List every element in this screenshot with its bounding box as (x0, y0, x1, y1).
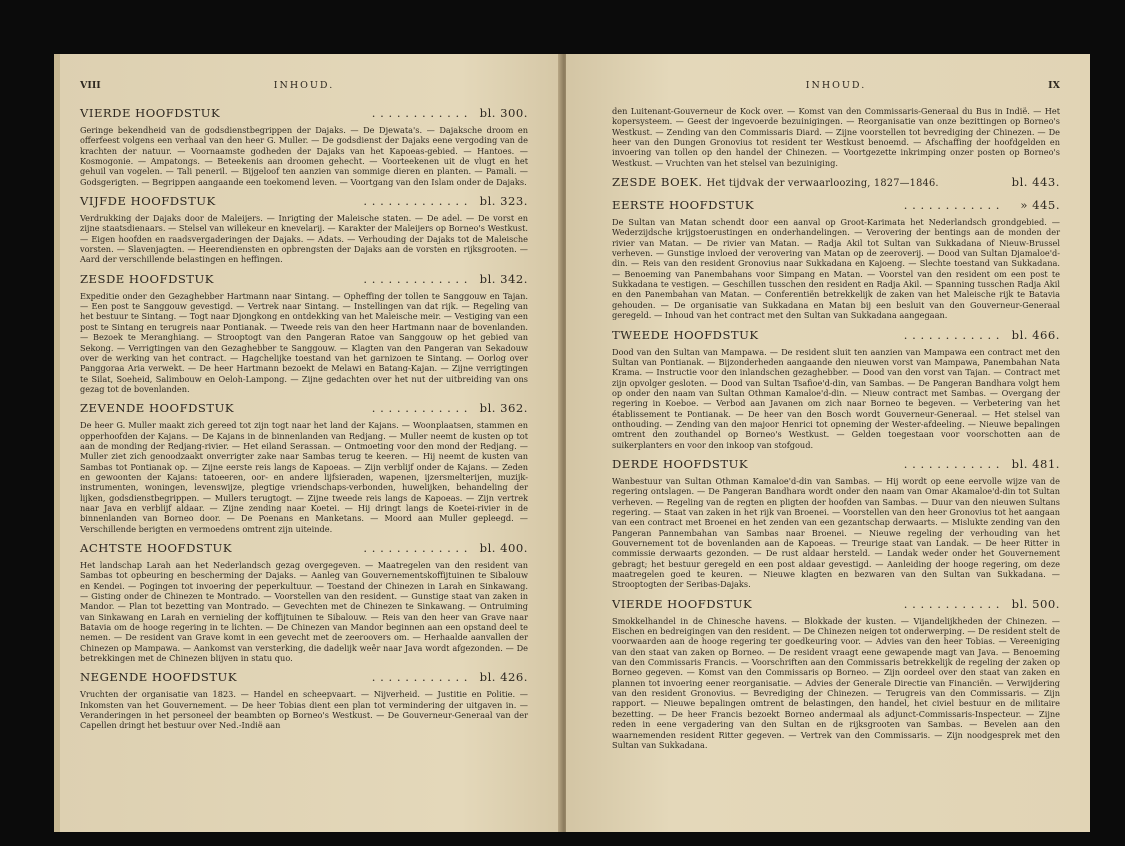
continued-summary: den Luitenant-Gouverneur de Kock over. — Komst van den Commissaris-Generaal du Bus in Indië. — Het kopersysteem. — Geest der ingevoerde bezuinigingen. — Reorganisatie van onze bezittingen op Borneo's Westkust. — Zending van den Commissaris Diard. — Zijne voorstellen tot bevrediging der Chinezen. — De heer van den Dungen Gronovius tot resident ter Westkust benoemd. — Afschaffing der hoofdgelden en invoering van tollen op den handel der Chinezen. — Voortgezette inkrimping onzer posten op Borneo's Westkust. — Vruchten van het stelsel van bezuiniging. (612, 106, 1060, 168)
chapter-page-ref: bl. 300. (479, 106, 528, 120)
chapter-page-ref: bl. 362. (479, 401, 528, 416)
chapter-page-ref: bl. 466. (1011, 327, 1060, 342)
chapter-title: ZEVENDE HOOFDSTUK (80, 401, 235, 416)
chapter-page-ref: bl. 426. (479, 670, 528, 685)
chapter-page-ref: bl. 342. (479, 271, 528, 286)
leader-dots: . . . . . . . . . . . . (371, 401, 468, 416)
chapter-heading (80, 272, 528, 288)
right-page (566, 54, 1090, 832)
chapter-title: VIERDE HOOFDSTUK (612, 596, 753, 611)
chapter-title: NEGENDE HOOFDSTUK (80, 670, 237, 685)
chapter-page-ref: bl. 323. (479, 194, 528, 209)
right-page-content (612, 80, 1060, 750)
chapter-heading (80, 541, 528, 557)
chapter-page-ref: bl. 400. (479, 541, 528, 555)
chapter-title: ZESDE HOOFDSTUK (80, 271, 214, 286)
chapter-summary: Expeditie onder den Gezaghebber Hartmann naar Sintang. — Opheffing der tollen te Sanggouw en Tajan. — Een post te Sanggouw gevestigd. — Vertrek naar Sintang. — Instellingen van dat rijk. — Regeling van het bestuur te Sintang. — Togt naar Djongkong en ontdekking van het Maleische meir. — Vestiging van een post te Sintang en terugreis naar Pontianak. — Tweede reis van den heer Hartmann naar de bovenlanden. — Bezoek te Meranghiang. — Strooptogt van den Pangeran Ratoe van Sanggouw op het gebied van Sekong. — Verrigtingen van den Gezaghebber te Sanggouw. — Klagten van den Pangeran van Sekadouw over de werking van het contract. — Hagchelijke toestand van het garnizoen te Sintang. — Oorlog over Panggoraa Aria verwekt. — De heer Hartmann bezoekt de Melawi en Batang-Kajan. — Zijne verrigtingen te Silat, Soeheid, Salimbouw en Oeloh-Lampong. — Zijne gedachten over het nut der uitbreiding van ons gezag tot de bovenlanden. (80, 290, 528, 394)
book-subtitle: Het tijdvak der verwaarloozing, 1827—1846. (706, 178, 939, 190)
leader-dots: . . . . . . . . . . . . (903, 198, 1000, 213)
chapter-summary: Verdrukking der Dajaks door de Maleijers. — Inrigting der Maleische staten. — De adel. — De vorst en zijne staatsdienaars. — Stelsel van willekeur en knevelarij. — Karakter der Maleijers op Borneo's Westkust. — Eigen hoofden en raadsvergaderingen der Dajaks. — Adats. — Verhouding der Dajaks tot de Maleische vorsten. — Slavenjagten. — Heerendiensten en opbrengsten der Dajaks aan de vorsten en rijksgrooten. — Aard der verschillende belastingen en heffingen. (80, 213, 528, 265)
left-page-content (80, 80, 528, 731)
running-title: INHOUD. (273, 80, 335, 91)
leader-dots: . . . . . . . . . . . . (903, 456, 1000, 471)
leader-dots: . . . . . . . . . . . . . (363, 271, 468, 286)
chapter-page-ref: » 445. (1020, 198, 1060, 213)
chapter-summary: Vruchten der organisatie van 1823. — Handel en scheepvaart. — Nijverheid. — Justitie en Politie. — Inkomsten van het Gouvernement. — De heer Tobias dient een plan tot vermindering der uitgaven in. — Veranderingen in het personeel der beambten op Borneo's Westkust. — De Gouverneur-Generaal van der Capellen dringt het bestuur over Ned.-Indië aan (80, 689, 528, 731)
chapter-title: VIJFDE HOOFDSTUK (80, 194, 216, 209)
chapter-summary: Dood van den Sultan van Mampawa. — De resident sluit ten aanzien van Mampawa een contract met den Sultan van Pontianak. — Bijzonderheden aangaande den nieuwen vorst van Mampawa, Panembahan Nata Krama. — Instructie voor den inlandschen gezaghebber. — Dood van den vorst van Tajan. — Contract met zijn opvolger gesloten. — Dood van Sultan Tsafioe'd-din, van Sambas. — De Pangeran Bandhara volgt hem op onder den naam van Sultan Othman Kamaloe'd-din. — Nieuw contract met Sambas. — Overgang der regering in Koeboe. — Verbod aan Javanen om zich naar Borneo te begeven. — Verbetering van het établissement te Pontianak. — De heer van den Bosch wordt Gouverneur-Generaal. — Het stelsel van onthouding. — Zending van den majoor Henrici tot opneming der Wester-afdeeling. — Nieuwe bepalingen omtrent den zouthandel op Borneo's Westkust. — Gelden toegestaan voor voorschotten aan de suikerplanters en voor den inkoop van stofgoud. (612, 346, 1060, 450)
leader-dots: . . . . . . . . . . . . . (363, 194, 468, 209)
page-number: IX (1048, 80, 1060, 91)
leader-dots: . . . . . . . . . . . . (903, 596, 1000, 611)
chapter-summary: De Sultan van Matan schendt door een aanval op Groot-Karimata het Nederlandsch grondgebied. — Wederzijdsche krijgstoerustingen en onderhandelingen. — Verovering der bentings aan de monden der rivier van Matan. — De rivier van Matan. — Radja Akil tot Sultan van Sukkadana of Nieuw-Brussel verheven. — Gunstige invloed der verovering van Matan op de zeeroverij. — Dood van Sultan Djamaloe'd-din. — Reis van den resident Gronovius naar Sukkadana en Kajoeng. — Slechte toestand van Sukkadana. — Benoeming van Panembahans voor Simpang en Matan. — Voorstel van den resident om een post te Sukkadana te vestigen. — Geschillen tusschen den resident en Radja Akil. — Spanning tusschen Radja Akil en den Panembahan van Matan. — Conferentiën betrekkelijk de zaken van het Maleische rijk te Batavia gehouden. — De organisatie van Sukkadana en Matan bij een besluit van den Gouverneur-Generaal geregeld. — Inhoud van het contract met den Sultan van Sukkadana aangegaan. (612, 217, 1060, 321)
page-edge (54, 54, 60, 832)
chapter-summary: Geringe bekendheid van de godsdienstbegrippen der Dajaks. — De Djewata's. — Dajaksche droom en offerfeest volgens een verhaal van den heer G. Muller. — De godsdienst der Dajaks eene vergoding van de krachten der natuur. — Voornaamste godheden der Dajaks van het Kapoeas-gebied. — Hantoes. — Kosmogonie. — Ampatongs. — Beteekenis aan droomen gehecht. — Voorteekenen uit de vlugt en het gehuil van vogelen. — Tali peneril. — Bijgeloof ten aanzien van sommige dieren en planten. — Pamali. — Godsgerigten. — Begrippen aangaande een toekomend leven. — Voortgang van den Islam onder de Dajaks. (80, 125, 528, 187)
chapter-heading (612, 457, 1060, 473)
chapter-summary: Het landschap Larah aan het Nederlandsch gezag overgegeven. — Maatregelen van den resident van Sambas tot opbeuring en bescherming der Dajaks. — Aanleg van Gouvernementskoffijtuinen te Sibalouw en Kendei. — Pogingen tot invoering der peperkultuur. — Toestand der Chinezen in Larah en Sinkawang. — Gisting onder de Chinezen te Montrado. — Voorstellen van den resident. — Gunstige staat van zaken in Mandor. — Plan tot bezetting van Montrado. — Gevechten met de Chinezen te Sinkawang. — Ontruiming van Sinkawang en Larah en vernieling der koffijtuinen te Sibalouw. — Reis van den heer van Grave naar Batavia om de hooge regering in te lichten. — De Chinezen van Mandor beginnen aan een opstand deel te nemen. — De resident van Grave komt in een gevecht met de zeeroovers om. — Herhaalde aanvallen der Chinezen op Mampawa. — Aankomst van versterking, die dadelijk weêr naar Java wordt afgezonden. — De betrekkingen met de Chinezen blijven in statu quo. (80, 560, 528, 664)
chapter-heading (612, 198, 1060, 214)
chapter-summary: Wanbestuur van Sultan Othman Kamaloe'd-din van Sambas. — Hij wordt op eene eervolle wijze van de regering ontslagen. — De Pangeran Bandhara wordt onder den naam van Omar Akamaloe'd-din tot Sultan verheven. — Regeling van de regten en pligten der hoofden van Sambas. — Duur van den nieuwen Sultans regering. — Staat van zaken in het rijk van Broenei. — Voorstellen van den heer Gronovius tot het aangaan van een contract met Broenei en het zenden van een gezantschap derwaarts. — Mislukte zending van den Pangeran Pannembahan van Sambas naar Broenei. — Nieuwe regeling der verhouding van het Gouvernement tot de bovenlanden aan de Kapoeas. — Treurige staat van Landak. — De heer Ritter in commissie derwaarts gezonden. — De rust aldaar hersteld. — Landak weder onder het Gouvernement gebragt; het bestuur geregeld en een post aldaar gevestigd. — Aanleiding der hooge regering, om deze maatregelen goed te keuren. — Nieuwe klagten en bezwaren van den Sultan van Sukkadana. — Strooptogten der Seribas-Dajaks. (612, 475, 1060, 590)
chapter-page-ref: bl. 500. (1011, 596, 1060, 611)
book-title-main: ZESDE BOEK. (612, 175, 703, 190)
book-spread (54, 54, 1090, 832)
running-header (80, 80, 528, 98)
leader-dots: . . . . . . . . . . . . (371, 670, 468, 685)
chapter-title: ACHTSTE HOOFDSTUK (80, 541, 232, 555)
leader-dots: . . . . . . . . . . . . (903, 327, 1000, 342)
book-title (612, 175, 939, 189)
chapter-heading (80, 194, 528, 210)
chapter-heading (80, 670, 528, 686)
chapter-heading (80, 106, 528, 122)
chapter-summary: Smokkelhandel in de Chinesche havens. — Blokkade der kusten. — Vijandelijkheden der Chinezen. — Eischen en bedreigingen van den resident. — De Chinezen neigen tot onderwerping. — De resident stelt de voorwaarden aan de hooge regering ter goedkeuring voor. — Advies van den heer Tobias. — Vereeniging van den staat van zaken op Borneo. — De resident vraagt eene gewapende magt van Java. — Benoeming van den Commissaris Francis. — Voorschriften aan den Commissaris betrekkelijk de regeling der zaken op Borneo gegeven. — Komst van den Commissaris op Borneo. — Zijn oordeel over den staat van zaken en plannen tot invoering eener reorganisatie. — Advies der Generale Directie van Financiën. — Verwijdering van den resident Gronovius. — Bevrediging der Chinezen. — Terugreis van den Commissaris. — Zijn rapport. — Nieuwe bepalingen omtrent de belastingen, den handel, het civiel bestuur en de militaire bezetting. — De heer Francis bezoekt Borneo andermaal als adjunct-Commissaris-Inspecteur. — Zijne reden in eene vergadering van den Sultan en de rijksgrooten van Sambas. — Bevelen aan den waarnemenden resident Ritter gegeven. — Vertrek van den Commissaris. — Zijn noodgesprek met den Sultan van Sukkadana. (612, 615, 1060, 750)
book-heading (612, 175, 1060, 191)
page-number: VIII (80, 80, 101, 91)
leader-dots: . . . . . . . . . . . . . (363, 541, 468, 555)
chapter-heading (80, 401, 528, 417)
running-header (612, 80, 1060, 98)
chapter-title: EERSTE HOOFDSTUK (612, 198, 755, 213)
chapter-page-ref: bl. 481. (1011, 456, 1060, 471)
chapter-title: VIERDE HOOFDSTUK (80, 106, 221, 120)
running-title: INHOUD. (805, 80, 867, 91)
left-page (54, 54, 562, 832)
chapter-heading (612, 597, 1060, 613)
chapter-summary: De heer G. Muller maakt zich gereed tot zijn togt naar het land der Kajans. — Woonplaatsen, stammen en opperhoofden der Kajans. — De Kajans in de binnenlanden van Redjang. — Muller neemt de kusten op tot aan de monding der Redjang-rivier. — Het eiland Serassan. — Ontmoeting voor den mond der Redjang. — Muller ziet zich genoodzaakt onverrigter zake naar Sambas terug te keeren. — Hij neemt de kusten van Sambas tot Pontianak op. — Zijne eerste reis langs de Kapoeas. — Zijn verblijf onder de Kajans. — Zeden en gewoonten der Kajans: tatoeeren, oor- en andere lijfsieraden, wapenen, ijzersmelterijen, muzijk-instrumenten, woningen, levenswijze, plegtige vriendschaps-verbonden, huwelijken, behandeling der lijken, godsdienstbegrippen. — Mullers terugtogt. — Zijne tweede reis langs de Kapoeas. — Zijn vertrek naar Java en verblijf aldaar. — Zijne zending naar Koetei. — Hij dringt langs de Koetei-rivier in de binnenlanden van Borneo door. — De Poenans en Manketans. — Moord aan Muller gepleegd. — Verschillende berigten en vermoedens omtrent zijn uiteinde. (80, 420, 528, 534)
chapter-heading (612, 328, 1060, 344)
leader-dots: . . . . . . . . . . . . (371, 106, 468, 120)
chapter-title: TWEEDE HOOFDSTUK (612, 327, 759, 342)
chapter-title: DERDE HOOFDSTUK (612, 456, 748, 471)
book-page-ref: bl. 443. (1011, 175, 1060, 190)
